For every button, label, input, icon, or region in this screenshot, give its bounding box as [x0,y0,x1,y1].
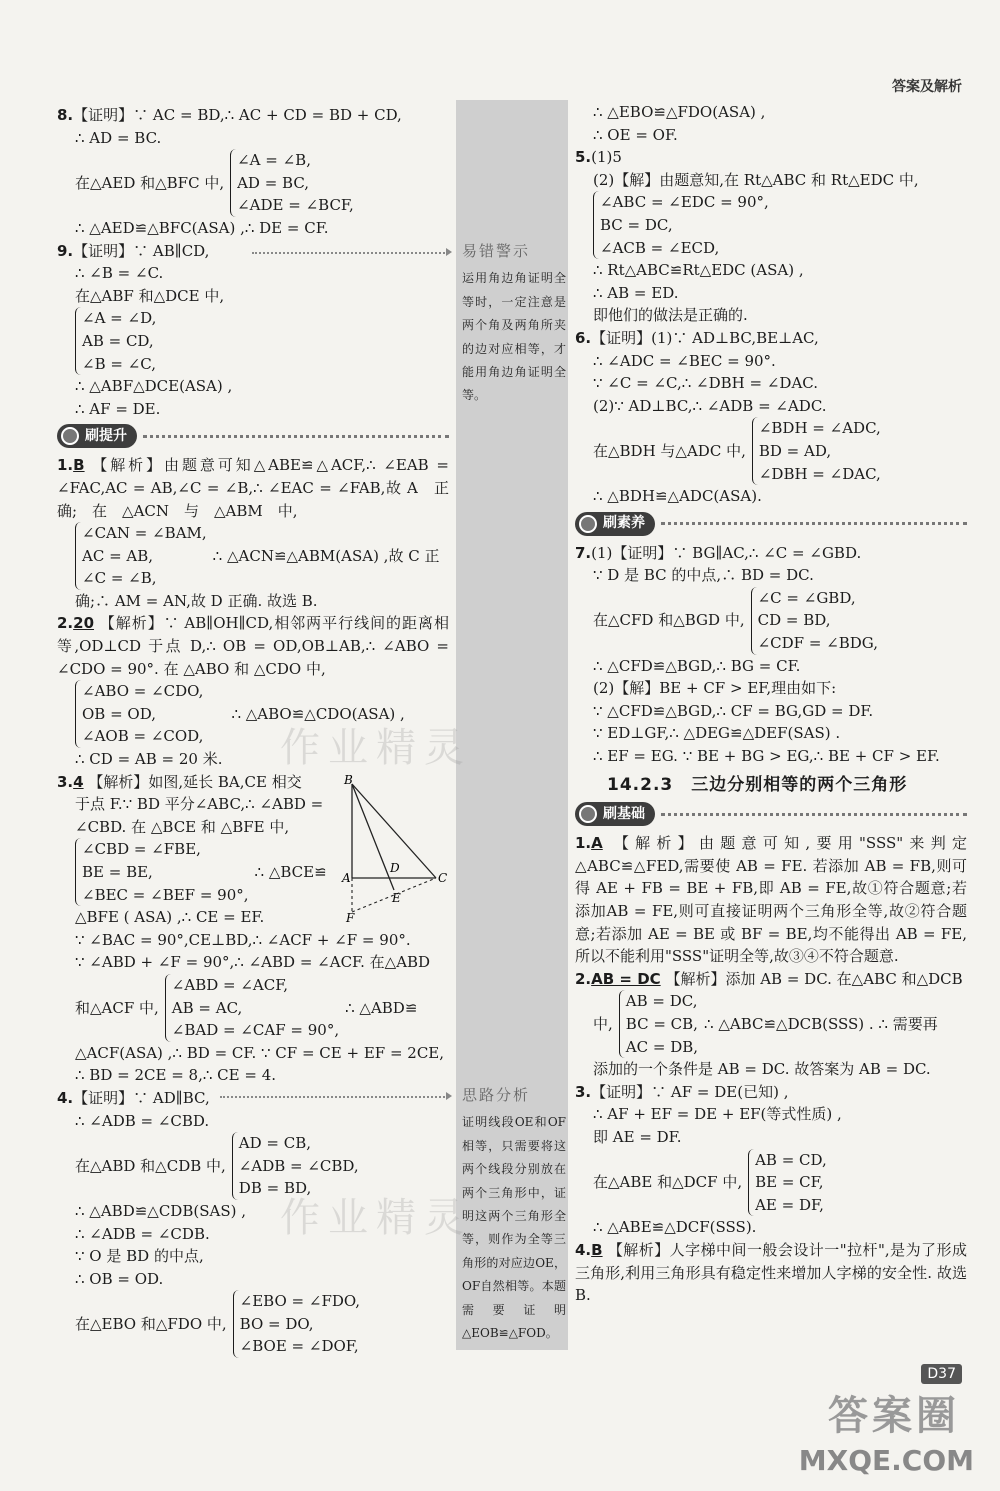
text-line: ∴ CD = AB = 20 米. [75,750,223,769]
site-logo: 答案圈 [828,1393,960,1439]
text-line: 【证明】∵ AF = DE(已知) , [591,1082,789,1101]
text-line: ∴ Rt△ABC≌Rt△EDC (ASA) , [593,261,804,280]
text-line: ∵ ∠BAC = 90°,CE⊥BD,∴ ∠ACF + ∠F = 90°. [75,930,411,949]
text-line: 于点 F.∵ BD 平分∠ABC,∴ ∠ABD = [75,795,324,814]
label-a: A [342,871,351,885]
condition: ∠A = ∠D, [82,309,157,328]
text-line: ∴ △ABF△DCE(ASA) , [75,377,233,396]
condition: BE = BE, [82,863,153,881]
text-line: 【解析】人字梯中间一般会设计一"拉杆",是为了形成三角形,利用三角形具有稳定性来增加人字梯的安全性. 故选 B. [575,1240,967,1305]
section-badge [575,512,655,536]
problem-number: 8. [57,106,74,124]
label-c: C [438,871,448,885]
text-line: 确;∴ AM = AN,故 D 正确. 故选 B. [75,591,318,610]
problem-number: 4. [575,1240,592,1259]
text-line: 在△AED 和△BFC 中, [75,173,225,192]
problem-number: 1. [57,456,74,475]
page-number: D37 [921,1364,962,1384]
text-line: 和△ACF 中, [75,998,159,1017]
problem-number: 7. [575,543,592,562]
text-line: ∴ △AED≌△BFC(ASA) ,∴ DE = CF. [75,218,329,237]
condition: BE = CF, [755,1173,824,1192]
condition: ∠ACB = ∠ECD, [600,238,720,257]
brace [75,307,156,375]
answer: A [591,834,603,853]
problem-number: 2. [57,614,74,633]
condition: ∠ABD = ∠ACF, [171,975,289,994]
condition-group [575,191,967,259]
text-line: ∴ △ACN≌△ABM(ASA) ,故 C 正 [212,546,440,565]
brush-icon [61,427,79,445]
watermark: 作业精灵 [280,725,472,771]
condition: ∠BOE = ∠DOF, [239,1337,359,1356]
text-line: 【解析】如图,延长 BA,CE 相交 [88,772,302,791]
text-line: 在△BDH 与△ADC 中, [593,441,746,460]
condition-group [57,974,449,1042]
site-logo-url: MXQE.COM [798,1444,974,1477]
text-line: 【证明】(1)∵ AD⊥BC,BE⊥AC, [591,328,819,347]
text-line: 在△CFD 和△BGD 中, [593,611,745,630]
condition: ∠C = ∠B, [82,569,157,588]
answer: B [591,1240,603,1259]
condition: CD = BD, [757,611,831,630]
condition: AB = DC, [625,992,698,1011]
text-line: ∵ O 是 BD 的中点, [75,1247,204,1266]
brace [165,974,339,1042]
section-label: 刷基础 [603,805,645,822]
condition-group [57,522,449,590]
condition: ∠ADB = ∠CBD, [238,1156,359,1175]
condition: ∠CAN = ∠BAM, [82,524,207,543]
section-jichu [575,802,967,826]
condition: BC = CB, [625,1014,698,1033]
text-line: ∠CBD. 在 △BCE 和 △BFE 中, [75,817,290,836]
condition-group [575,587,967,655]
section-badge [57,424,137,448]
text-line: (2)【解】BE + CF > EF,理由如下: [593,679,837,698]
answer: B [73,456,85,475]
brace [75,522,207,590]
label-d: D [390,861,400,875]
problem-number: 3. [575,1082,592,1101]
problem-number: 6. [575,328,592,347]
header-label: 答案及解析 [892,79,962,95]
text-line: ∴ △ABO≌△CDO(ASA) , [231,704,405,723]
text-line: ∵ ∠C = ∠C,∴ ∠DBH = ∠DAC. [593,374,818,393]
section-badge [575,802,655,826]
brace [593,191,769,259]
text-line: ∴ ∠ADB = ∠CDB. [75,1224,210,1243]
text-line: ∴ △ABC≌△DCB(SSS) . ∴ 需要再 [704,1014,938,1033]
problem-number: 3. [57,772,74,791]
brace [233,1290,360,1358]
brush-icon [579,515,597,533]
condition: AB = CD, [82,331,154,350]
condition: ∠CDF = ∠BDG, [757,634,879,653]
text-line: 即 AE = DF. [593,1127,682,1146]
problem-number: 9. [57,241,74,260]
text-line: 在△ABF 和△DCE 中, [75,286,225,305]
text-line: 在△ABD 和△CDB 中, [75,1156,226,1175]
condition: DB = BD, [238,1179,312,1198]
brace [619,990,698,1058]
condition: ∠BEC = ∠BEF = 90°, [82,885,249,904]
text-line: ∴ △BDH≌△ADC(ASA). [593,487,762,506]
text-line: ∴ ∠ADB = ∠CBD. [75,1111,210,1130]
condition: ∠EBO = ∠FDO, [239,1292,361,1311]
label-e: E [392,891,401,905]
condition: AB = AC, [171,998,243,1017]
text-line: 【证明】∵ AB∥CD, [73,241,210,260]
text-line: 【解析】由题意可知△ABE≌△ACF,∴ ∠EAB = ∠FAC,AC = AB,∠C = ∠B,∴ ∠EAC = ∠FAB,故 A 正 确; 在 △ACN 与 △ABM 中, [57,456,465,520]
condition: ∠C = ∠GBD, [757,588,856,607]
section-tisheng [57,424,449,448]
section-label: 刷素养 [603,515,645,532]
condition: OB = OD, [82,704,156,723]
text-line: ∵ △CFD≌△BGD,∴ CF = BG,GD = DF. [593,701,874,720]
text-line: 中, [593,1014,613,1033]
brace [751,587,878,655]
text-line: ∴ △CFD≌△BGD,∴ BG = CF. [593,656,801,675]
tip-body: 运用角边角证明全等时，一定注意是两个角及两角所夹的边对应相等，才能用角边角证明全等。 [462,271,566,403]
text-line: 【解析】添加 AB = DC. 在△ABC 和△DCB [665,969,963,988]
text-line: 添加的一个条件是 AB = DC. 故答案为 AB = DC. [593,1060,931,1079]
condition: AC = AB, [82,546,154,565]
text-line: ∴ △ABD≌ [345,998,418,1017]
brace [75,680,203,748]
text-line: ∴ ∠ADC = ∠BEC = 90°. [593,351,776,370]
text-line: ∴ △ABE≌△DCF(SSS). [593,1218,757,1237]
text-line: ∴ AB = ED. [593,283,679,302]
watermark: 作业精灵 [280,1195,472,1241]
text-line: 【证明】∵ AD∥BC, [73,1088,210,1107]
dotted-divider [661,522,967,525]
answer: 4 [73,772,84,791]
brace [752,417,881,485]
tip-title: 思路分析 [462,1086,531,1104]
text-line: 在△EBO 和△FDO 中, [75,1314,227,1333]
text-line: (2)【解】由题意知,在 Rt△ABC 和 Rt△EDC 中, [593,170,919,189]
text-line: ∴ OE = OF. [593,125,678,144]
text-line: 在△ABE 和△DCF 中, [593,1173,743,1192]
text-line: (1)【证明】∵ BG∥AC,∴ ∠C = ∠GBD. [591,543,862,562]
condition: ∠AOB = ∠COD, [82,727,204,746]
condition-group [575,417,967,485]
text-line: 【解析】∵ AB∥OH∥CD,相邻两平行线间的距离相等,OD⊥CD 于点 D,∴ OB = OD,OB⊥AB,∴ ∠ABO = ∠CDO = 90°. 在 △ABO 和 △CDO 中, [57,614,449,678]
problem-number: 2. [575,969,592,988]
condition: BC = DC, [600,215,673,234]
condition-group [57,838,449,906]
condition: ∠ABC = ∠EDC = 90°, [600,193,769,212]
condition: ∠ADE = ∠BCF, [237,196,354,215]
subsection-title: 14.2.3 三边分别相等的两个三角形 [607,774,908,795]
text-line: 【解析】由题意可知,要用"SSS"来判定△ABC≌△FED,需要使 AB = FE. 若添加 AB = FB,则可得 AE + FB = BE + FB,即 AB = FE,故①符合题意;若添加AB = FE,则可直接证明两个三角形全等,故②符合题意;若添加 AE = BE 或 BF = BE,均不能得出 AB = FE,所以不能利用"SSS"证明全等,故③④不符合题意. [575,834,967,966]
condition: AC = DB, [625,1037,699,1056]
text-line: ∵ ED⊥GF,∴ △DEG≌△DEF(SAS) . [593,724,841,743]
text-line: ∴ EF = EG. ∵ BE + BG > EG,∴ BE + CF > EF. [593,747,940,766]
text-line: (1)5 [591,148,622,167]
tip-thinking-analysis [462,1084,566,1345]
tip-body: 证明线段OE和OF相等，只需要将这两个线段分别放在两个三角形中，证明这两个三角形全等，则作为全等三角形的对应边OE，OF自然相等。本题需要证明△EOB≌△FOD。 [462,1115,566,1341]
section-label: 刷提升 [85,428,127,445]
condition: ∠CBD = ∠FBE, [82,840,201,859]
problem-number: 4. [57,1088,74,1107]
tip-error-warning [462,240,566,408]
condition: BO = DO, [239,1314,314,1333]
label-b: B [344,774,353,787]
dotted-divider [143,435,449,438]
text-line: △BFE ( ASA) ,∴ CE = EF. [75,908,265,927]
tip-title: 易错警示 [462,242,531,260]
label-f: F [346,911,355,924]
section-suyang [575,512,967,536]
text-line: ∴ △ABD≌△CDB(SAS) , [75,1201,246,1220]
problem-number: 1. [575,834,592,853]
text-line: △ACF(ASA) ,∴ BD = CF. ∵ CF = CE + EF = 2CE, [75,1043,445,1062]
condition: AE = DF, [755,1195,824,1214]
condition: ∠B = ∠C, [82,354,156,373]
brace [748,1149,827,1217]
text-line: ∴ AF + EF = DE + EF(等式性质) , [593,1105,842,1124]
condition-group [575,1149,967,1217]
brace [230,149,354,217]
dotted-divider [661,813,967,816]
text-line: ∴ OB = OD. [75,1269,164,1288]
condition: AD = CB, [238,1134,312,1153]
condition: ∠ABO = ∠CDO, [82,682,204,701]
brace [75,838,249,906]
text-line: 即他们的做法是正确的. [593,306,748,325]
answer: 20 [73,614,95,633]
answer: AB = DC [591,969,661,988]
text-line: ∴ △BCE≌ [254,863,327,881]
text-line: ∴ BD = 2CE = 8,∴ CE = 4. [75,1066,277,1085]
condition-group [575,990,967,1058]
condition: BD = AD, [758,441,832,460]
problem-number: 5. [575,148,592,167]
text-line: ∵ D 是 BC 的中点,∴ BD = DC. [593,566,814,585]
condition-group [57,149,449,217]
condition-group [57,1290,449,1358]
condition: ∠DBH = ∠DAC, [758,464,881,483]
condition: ∠A = ∠B, [237,151,311,170]
condition: ∠BDH = ∠ADC, [758,419,881,438]
text-line: ∴ △EBO≌△FDO(ASA) , [593,103,766,121]
brush-icon [579,805,597,823]
text-line: (2)∵ AD⊥BC,∴ ∠ADB = ∠ADC. [593,396,827,415]
text-line: ∴ AD = BC. [75,128,162,147]
text-line: ∵ ∠ABD + ∠F = 90°,∴ ∠ABD = ∠ACF. 在△ABD [75,953,431,972]
text-line: ∴ ∠B = ∠C. [75,264,164,283]
text-line: ∴ AF = DE. [75,399,161,418]
condition: ∠BAD = ∠CAF = 90°, [171,1021,340,1040]
condition: AD = BC, [237,173,310,192]
right-column [575,101,967,1307]
condition: AB = CD, [755,1150,827,1169]
text-line: 【证明】∵ AC = BD,∴ AC + CD = BD + CD, [73,106,402,124]
condition-group [57,307,449,375]
